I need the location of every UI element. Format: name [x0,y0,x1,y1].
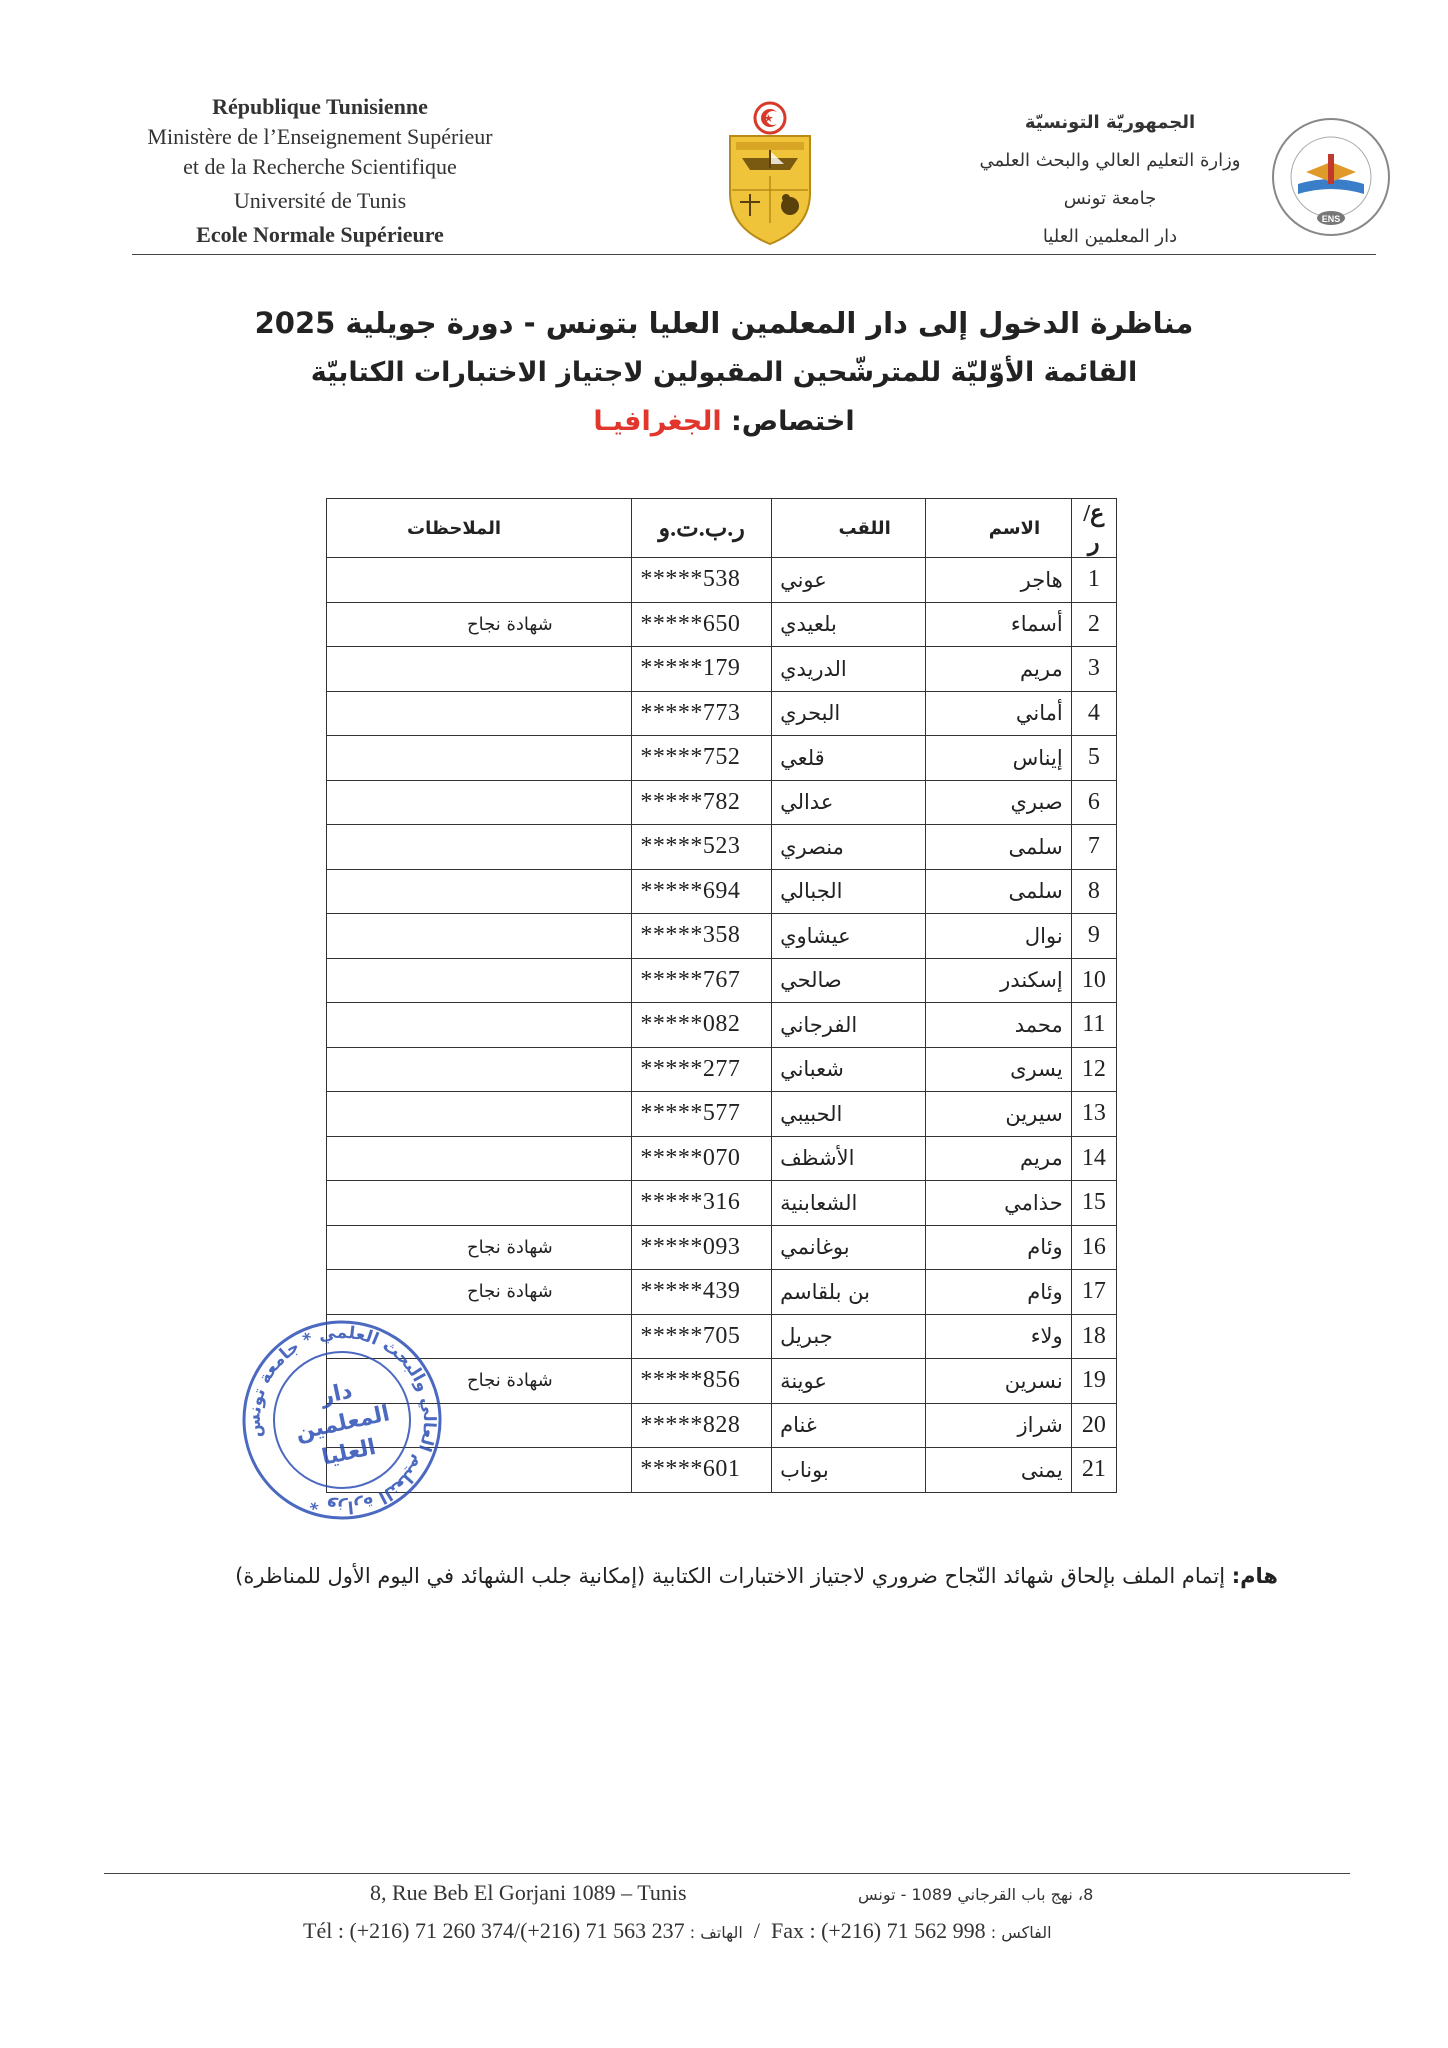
row-last-name: بوغانمي [772,1225,926,1270]
document-subtitle: القائمة الأوّليّة للمترشّحين المقبولين لاجتياز الاختبارات الكتابيّة [310,357,1138,388]
row-number: 13 [1071,1092,1116,1137]
country-name-fr: République Tunisienne [212,94,428,119]
row-id: *****082 [632,1003,772,1048]
row-number: 18 [1071,1314,1116,1359]
header-id: ر.ب.ت.و [632,499,772,558]
row-number: 4 [1071,691,1116,736]
row-first-name: وئام [926,1225,1072,1270]
row-first-name: سلمى [926,825,1072,870]
row-note: شهادة نجاح [327,602,632,647]
row-number: 15 [1071,1181,1116,1226]
row-note [327,736,632,781]
row-first-name: أسماء [926,602,1072,647]
row-last-name: جبريل [772,1314,926,1359]
row-first-name: سلمى [926,869,1072,914]
row-number: 6 [1071,780,1116,825]
row-id: *****773 [632,691,772,736]
row-number: 14 [1071,1136,1116,1181]
row-number: 2 [1071,602,1116,647]
important-note [235,1564,1278,1588]
row-note [327,1181,632,1226]
row-first-name: سيرين [926,1092,1072,1137]
row-number: 12 [1071,1047,1116,1092]
header-first-name: الاسم [926,499,1072,558]
row-id: *****601 [632,1448,772,1493]
row-note: شهادة نجاح [327,1270,632,1315]
specialty-prefix: اختصاص: [731,406,855,437]
row-number: 5 [1071,736,1116,781]
footer-tel-label: Tél : [303,1918,350,1943]
specialty-line [0,406,1448,437]
row-id: *****694 [632,869,772,914]
header-divider [132,254,1376,255]
row-first-name: مريم [926,647,1072,692]
row-id: *****277 [632,1047,772,1092]
document-title: مناظرة الدخول إلى دار المعلمين العليا بتونس - دورة جويلية 2025 [254,306,1194,340]
row-id: *****828 [632,1403,772,1448]
row-id: *****070 [632,1136,772,1181]
row-first-name: يسرى [926,1047,1072,1092]
row-id: *****577 [632,1092,772,1137]
ministry-name-fr-line1: Ministère de l’Enseignement Supérieur [147,124,493,149]
row-id: *****179 [632,647,772,692]
ens-logo-text: ENS [1321,214,1341,224]
school-name-ar: دار المعلمين العليا [1042,226,1178,247]
row-last-name: الجبالي [772,869,926,914]
header-arabic-block [960,104,1260,256]
tunisia-emblem-icon [724,98,816,246]
row-first-name: يمنى [926,1448,1072,1493]
row-note [327,869,632,914]
row-last-name: بن بلقاسم [772,1270,926,1315]
row-last-name: عيشاوي [772,914,926,959]
footer-contact [303,1918,1052,1944]
row-last-name: شعباني [772,1047,926,1092]
table-row [327,1092,1117,1137]
footer-fax: (+216) 71 562 998 [821,1918,986,1943]
stamp-line1: دار [318,1378,355,1410]
row-first-name: حذامي [926,1181,1072,1226]
ministry-name-ar: وزارة التعليم العالي والبحث العلمي [979,150,1241,171]
row-note: شهادة نجاح [327,1225,632,1270]
footer-tel: (+216) 71 260 374/(+216) 71 563 237 [349,1918,685,1943]
country-name-ar: الجمهوريّة التونسيّة [1024,112,1196,133]
stamp-ring-text: وزارة التعليم العالي والبحث العلمي * جامعة تونس * [244,1322,440,1518]
footer-address-fr: 8, Rue Beb El Gorjani 1089 – Tunis [370,1880,687,1905]
stamp-line2: المعلمين [293,1401,393,1446]
row-note [327,1092,632,1137]
row-first-name: هاجر [926,558,1072,603]
ens-logo-icon [1268,114,1394,240]
row-last-name: قلعي [772,736,926,781]
row-number: 11 [1071,1003,1116,1048]
table-row [327,691,1117,736]
row-note [327,691,632,736]
row-last-name: الفرجاني [772,1003,926,1048]
row-number: 9 [1071,914,1116,959]
row-id: *****752 [632,736,772,781]
row-note [327,558,632,603]
row-note [327,1136,632,1181]
table-row [327,914,1117,959]
table-row [327,1181,1117,1226]
row-first-name: إيناس [926,736,1072,781]
important-note-label: هام: [1231,1564,1278,1588]
row-last-name: الأشظف [772,1136,926,1181]
row-note [327,647,632,692]
row-id: *****439 [632,1270,772,1315]
row-id: *****523 [632,825,772,870]
table-row [327,958,1117,1003]
row-id: *****782 [632,780,772,825]
table-row [327,1225,1117,1270]
header-notes: الملاحظات [327,499,632,558]
row-id: *****767 [632,958,772,1003]
row-id: *****856 [632,1359,772,1404]
table-row [327,1047,1117,1092]
row-last-name: عوني [772,558,926,603]
row-note: شهادة نجاح [327,1359,632,1404]
row-last-name: الشعابنية [772,1181,926,1226]
row-last-name: صالحي [772,958,926,1003]
official-stamp [238,1316,446,1524]
important-note-text: إتمام الملف بإلحاق شهائد النّجاح ضروري لاجتياز الاختبارات الكتابية (إمكانية جلب الشهائد في اليوم الأول للمناظرة) [235,1564,1226,1588]
row-last-name: الحبيبي [772,1092,926,1137]
row-id: *****538 [632,558,772,603]
row-first-name: نوال [926,914,1072,959]
school-name-fr: Ecole Normale Supérieure [196,222,444,247]
row-number: 17 [1071,1270,1116,1315]
row-id: *****650 [632,602,772,647]
row-number: 3 [1071,647,1116,692]
table-row [327,869,1117,914]
row-note [327,1003,632,1048]
row-first-name: إسكندر [926,958,1072,1003]
row-last-name: غنام [772,1403,926,1448]
row-id: *****316 [632,1181,772,1226]
row-id: *****093 [632,1225,772,1270]
row-id: *****358 [632,914,772,959]
row-note [327,825,632,870]
row-last-name: بلعيدي [772,602,926,647]
row-number: 16 [1071,1225,1116,1270]
table-row [327,1136,1117,1181]
row-number: 1 [1071,558,1116,603]
table-row [327,1270,1117,1315]
header-number: ع/ر [1071,499,1116,558]
table-row [327,558,1117,603]
row-first-name: أماني [926,691,1072,736]
row-last-name: البحري [772,691,926,736]
row-number: 10 [1071,958,1116,1003]
ministry-name-fr-line2: et de la Recherche Scientifique [183,154,457,179]
table-row [327,602,1117,647]
footer-fax-label: Fax : [770,1918,822,1943]
row-last-name: بوناب [772,1448,926,1493]
stamp-line3: العليا [319,1434,379,1471]
row-note [327,780,632,825]
table-row [327,825,1117,870]
university-name-ar: جامعة تونس [1063,188,1157,209]
specialty-name: الجغرافيـا [593,406,722,437]
row-last-name: منصري [772,825,926,870]
row-note [327,1047,632,1092]
row-first-name: محمد [926,1003,1072,1048]
row-first-name: نسرين [926,1359,1072,1404]
row-number: 21 [1071,1448,1116,1493]
table-header-row [327,499,1117,558]
row-note [327,914,632,959]
table-row [327,780,1117,825]
header-last-name: اللقب [772,499,926,558]
header-french-block [100,92,540,250]
row-note [327,958,632,1003]
footer-tel-label-ar: : الهاتف [684,1923,743,1942]
table-row [327,736,1117,781]
footer-separator: / [742,1918,771,1943]
row-id: *****705 [632,1314,772,1359]
table-row [327,647,1117,692]
row-last-name: عوينة [772,1359,926,1404]
row-number: 19 [1071,1359,1116,1404]
footer-address-ar: 8، نهج باب القرجاني 1089 - تونس [858,1885,1094,1904]
row-first-name: شراز [926,1403,1072,1448]
row-first-name: صبري [926,780,1072,825]
row-first-name: ولاء [926,1314,1072,1359]
row-first-name: مريم [926,1136,1072,1181]
row-number: 7 [1071,825,1116,870]
row-last-name: عدالي [772,780,926,825]
table-row [327,1003,1117,1048]
row-last-name: الدريدي [772,647,926,692]
row-first-name: وئام [926,1270,1072,1315]
footer-divider [104,1873,1350,1874]
footer-fax-label-ar: : الفاكس [985,1923,1052,1942]
row-number: 8 [1071,869,1116,914]
row-number: 20 [1071,1403,1116,1448]
university-name-fr: Université de Tunis [233,188,407,213]
